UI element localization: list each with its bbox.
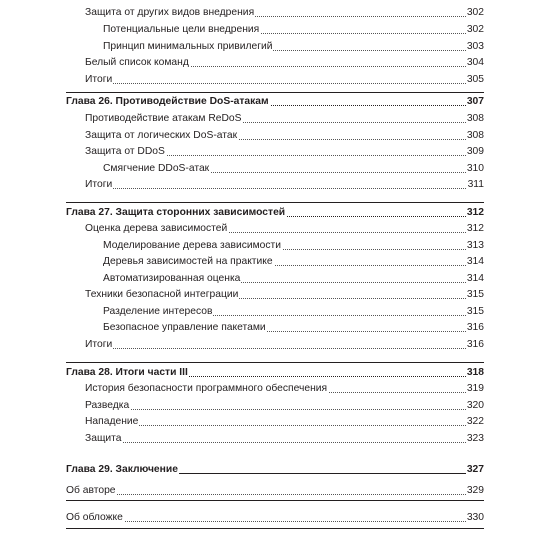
toc-entry[interactable]	[0, 5, 550, 21]
toc-page-number: 316	[466, 337, 484, 353]
toc-entry-title: Об авторе	[66, 483, 117, 499]
toc-entry[interactable]	[0, 483, 550, 499]
toc-entry[interactable]	[0, 238, 550, 254]
toc-page-number: 330	[466, 510, 484, 526]
toc-entry[interactable]	[0, 510, 550, 526]
dot-leader	[85, 442, 482, 443]
toc-entry-title: Защита	[85, 431, 123, 447]
toc-page-number: 315	[466, 287, 484, 303]
toc-entry-title: Моделирование дерева зависимости	[103, 238, 282, 254]
toc-page-number: 305	[466, 72, 484, 88]
toc-page-number: 312	[466, 221, 484, 237]
section-divider	[66, 202, 484, 203]
dot-leader	[66, 521, 482, 522]
toc-entry-title: Потенциальные цели внедрения	[103, 22, 260, 38]
toc-entry-title: Глава 26. Противодействие DoS-атакам	[66, 94, 270, 110]
dot-leader	[85, 83, 482, 84]
toc-entry-title: Глава 27. Защита сторонних зависимостей	[66, 205, 286, 221]
toc-entry[interactable]	[0, 161, 550, 177]
toc-entry-title: Автоматизированная оценка	[103, 271, 241, 287]
toc-page-number: 311	[467, 177, 484, 193]
toc-entry-title: Смягчение DDoS-атак	[103, 161, 210, 177]
toc-entry-title: Защита от логических DoS-атак	[85, 128, 238, 144]
toc-entry-title: Разделение интересов	[103, 304, 213, 320]
toc-entry[interactable]	[0, 144, 550, 160]
toc-entry[interactable]	[0, 431, 550, 447]
toc-entry-title: Оценка дерева зависимостей	[85, 221, 228, 237]
toc-entry-title: Белый список команд	[85, 55, 190, 71]
toc-page-number: 304	[466, 55, 484, 71]
toc-entry[interactable]	[0, 22, 550, 38]
toc-page-number: 316	[466, 320, 484, 336]
toc-chapter-entry[interactable]	[0, 462, 550, 478]
toc-entry-title: Техники безопасной интеграции	[85, 287, 239, 303]
toc-page-number: 314	[466, 271, 484, 287]
toc-entry-title: Об обложке	[66, 510, 124, 526]
toc-page-number: 315	[466, 304, 484, 320]
toc-page-number: 318	[466, 365, 484, 381]
toc-entry[interactable]	[0, 72, 550, 88]
toc-entry-title: Разведка	[85, 398, 130, 414]
toc-page-number: 313	[466, 238, 484, 254]
toc-entry[interactable]	[0, 254, 550, 270]
section-divider	[66, 362, 484, 363]
toc-entry[interactable]	[0, 55, 550, 71]
toc-chapter-entry[interactable]	[0, 365, 550, 381]
toc-entry[interactable]	[0, 221, 550, 237]
toc-page-number: 327	[466, 462, 484, 478]
toc-page-number: 312	[466, 205, 484, 221]
toc-page-number: 314	[466, 254, 484, 270]
dot-leader	[85, 425, 482, 426]
toc-entry-title: Итоги	[85, 337, 113, 353]
toc-entry-title: Защита от других видов внедрения	[85, 5, 255, 21]
toc-page-number: 320	[466, 398, 484, 414]
toc-page-number: 310	[466, 161, 484, 177]
dot-leader	[66, 494, 482, 495]
toc-entry[interactable]	[0, 304, 550, 320]
toc-page-number: 308	[466, 111, 484, 127]
toc-entry-title: Принцип минимальных привилегий	[103, 39, 273, 55]
toc-entry-title: История безопасности программного обеспечения	[85, 381, 328, 397]
dot-leader	[85, 348, 482, 349]
toc-entry[interactable]	[0, 337, 550, 353]
toc-chapter-entry[interactable]	[0, 94, 550, 110]
toc-chapter-entry[interactable]	[0, 205, 550, 221]
toc-page-number: 319	[466, 381, 484, 397]
dot-leader	[85, 188, 482, 189]
toc-entry-title: Глава 29. Заключение	[66, 462, 179, 478]
toc-page-number: 323	[466, 431, 484, 447]
toc-entry-title: Итоги	[85, 72, 113, 88]
toc-page-number: 302	[466, 5, 484, 21]
toc-entry[interactable]	[0, 128, 550, 144]
toc-entry-title: Глава 28. Итоги части III	[66, 365, 189, 381]
toc-page-number: 322	[466, 414, 484, 430]
toc-page-number: 308	[466, 128, 484, 144]
toc-entry-title: Деревья зависимостей на практике	[103, 254, 274, 270]
toc-entry-title: Противодействие атакам ReDoS	[85, 111, 243, 127]
toc-entry-title: Нападение	[85, 414, 139, 430]
toc-page-number: 309	[466, 144, 484, 160]
toc-entry[interactable]	[0, 177, 550, 193]
section-divider	[66, 528, 484, 529]
toc-entry-title: Безопасное управление пакетами	[103, 320, 267, 336]
toc-entry[interactable]	[0, 111, 550, 127]
toc-page-number: 303	[466, 39, 484, 55]
toc-page-number: 307	[466, 94, 484, 110]
section-divider	[66, 92, 484, 93]
section-divider	[66, 500, 484, 501]
toc-entry[interactable]	[0, 39, 550, 55]
toc-entry-title: Защита от DDoS	[85, 144, 166, 160]
toc-entry[interactable]	[0, 381, 550, 397]
toc-entry[interactable]	[0, 287, 550, 303]
toc-entry[interactable]	[0, 398, 550, 414]
toc-page-number: 302	[466, 22, 484, 38]
toc-entry[interactable]	[0, 271, 550, 287]
toc-entry[interactable]	[0, 414, 550, 430]
toc-entry[interactable]	[0, 320, 550, 336]
toc-entry-title: Итоги	[85, 177, 113, 193]
toc-page-number: 329	[466, 483, 484, 499]
dot-leader	[85, 409, 482, 410]
